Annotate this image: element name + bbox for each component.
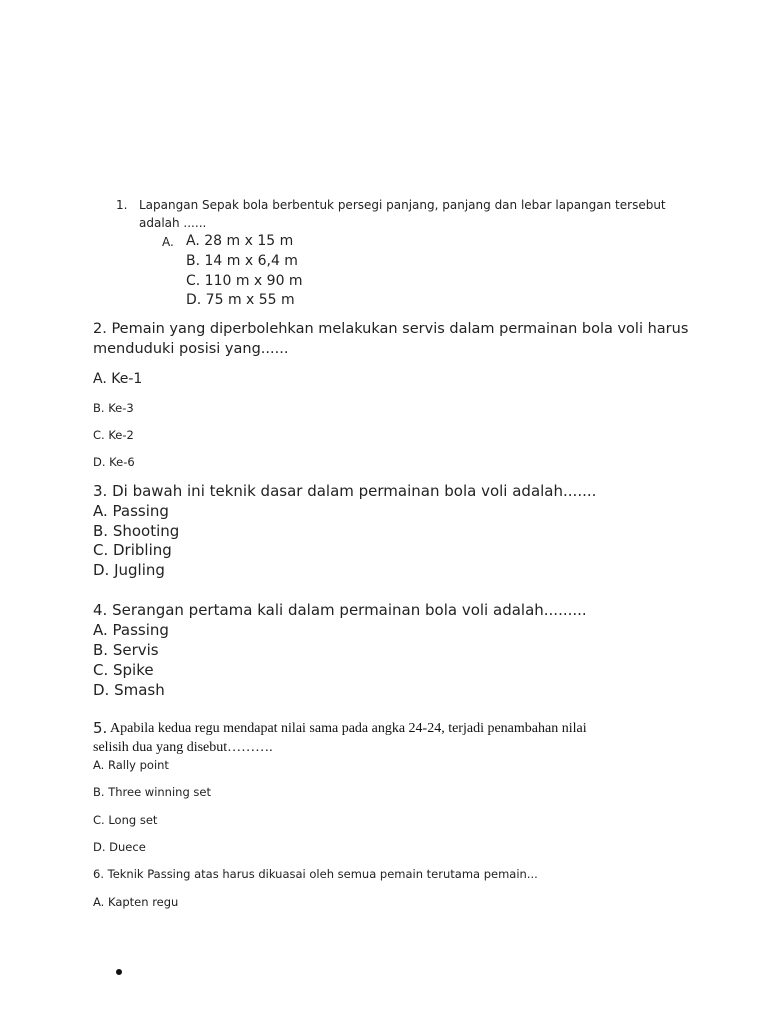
q3-option-d: D. Jugling: [93, 561, 165, 579]
q3-text: 3. Di bawah ini teknik dasar dalam permainan bola voli adalah.......: [93, 482, 597, 500]
list-bullet: [116, 969, 122, 975]
q4-option-c: C. Spike: [93, 661, 154, 679]
q3-option-c: C. Dribling: [93, 541, 172, 559]
q5-option-c: C. Long set: [93, 813, 158, 827]
q5-text-line2: selisih dua yang disebut……….: [93, 740, 273, 755]
q5-option-a: A. Rally point: [93, 758, 169, 772]
q4-option-a: A. Passing: [93, 621, 169, 639]
q6-text: 6. Teknik Passing atas harus dikuasai oleh semua pemain terutama pemain...: [93, 867, 538, 881]
q1-option-d: D. 75 m x 55 m: [186, 292, 295, 308]
q1-option-a-marker: A.: [162, 235, 174, 249]
q5-option-b: B. Three winning set: [93, 785, 211, 799]
q1-text-line2: adalah ......: [139, 216, 207, 230]
q5-option-d: D. Duece: [93, 840, 146, 854]
q2-option-b: B. Ke-3: [93, 401, 134, 415]
q1-number: 1.: [116, 198, 128, 212]
q6-option-a: A. Kapten regu: [93, 895, 179, 909]
q2-option-a: A. Ke-1: [93, 371, 143, 387]
q4-text: 4. Serangan pertama kali dalam permainan bola voli adalah.........: [93, 601, 587, 619]
q2-option-d: D. Ke-6: [93, 455, 135, 469]
q5-number: 5.: [93, 719, 108, 737]
q2-option-c: C. Ke-2: [93, 428, 134, 442]
q1-text-line1: Lapangan Sepak bola berbentuk persegi panjang, panjang dan lebar lapangan tersebut: [139, 198, 666, 212]
q1-option-a: A. 28 m x 15 m: [186, 233, 294, 249]
q3-option-a: A. Passing: [93, 502, 169, 520]
q5-text-line1: Apabila kedua regu mendapat nilai sama pada angka 24-24, terjadi penambahan nilai: [110, 721, 587, 736]
q4-option-b: B. Servis: [93, 641, 159, 659]
q1-option-c: C. 110 m x 90 m: [186, 273, 303, 289]
q4-option-d: D. Smash: [93, 681, 165, 699]
q1-option-b: B. 14 m x 6,4 m: [186, 253, 298, 269]
q2-text-line2: menduduki posisi yang......: [93, 341, 289, 357]
q3-option-b: B. Shooting: [93, 522, 180, 540]
q2-text-line1: 2. Pemain yang diperbolehkan melakukan servis dalam permainan bola voli harus: [93, 321, 689, 337]
